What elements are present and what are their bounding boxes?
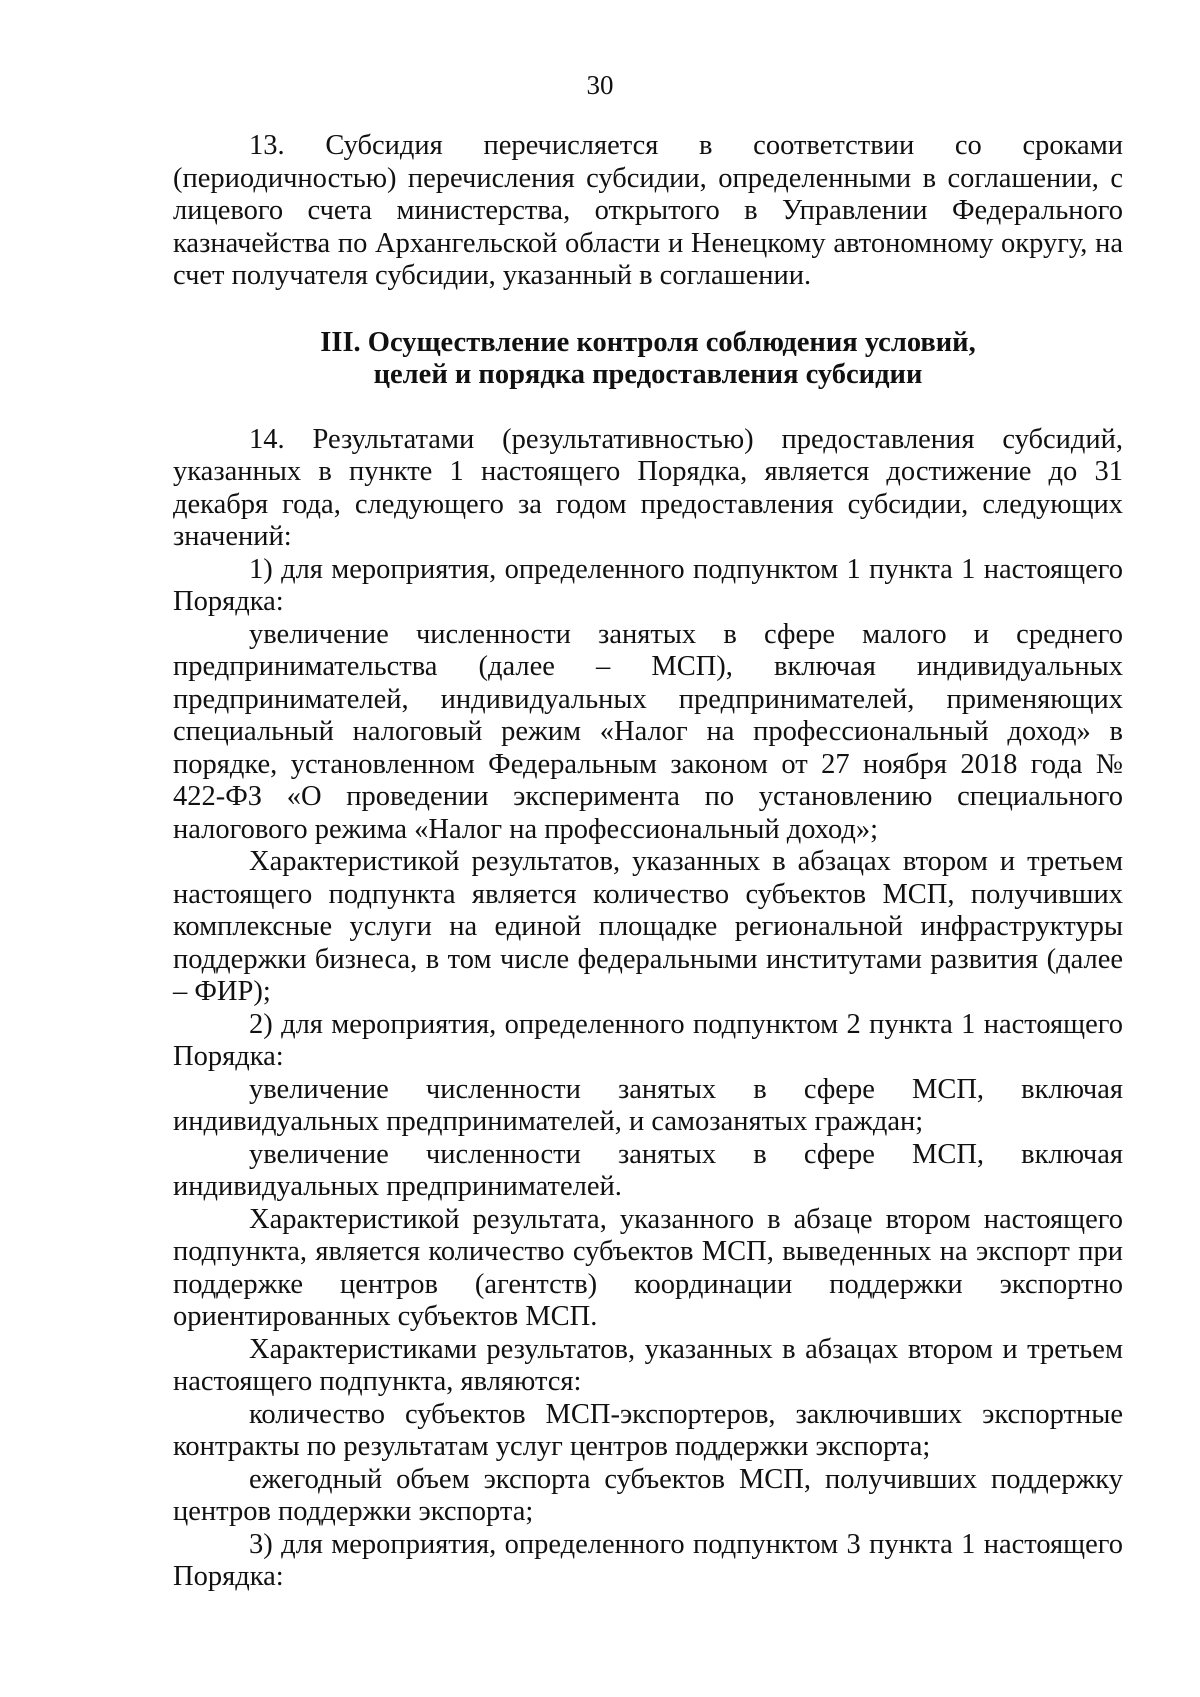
section-heading-line-1: III. Осуществление контроля соблюдения условий, — [320, 326, 976, 358]
subparagraph-2-indicator-2: увеличение численности занятых в сфере МСП, включая индивидуальных предпринимателей. — [173, 1138, 1123, 1202]
page-number: 30 — [586, 70, 614, 100]
subparagraph-2-characteristics: Характеристиками результатов, указанных в абзацах втором и третьем настоящего подпункта, являются: — [173, 1333, 1123, 1397]
section-heading-line-2: целей и порядка предоставления субсидии — [373, 359, 923, 390]
subparagraph-2-characteristic-1: Характеристикой результата, указанного в абзаце втором настоящего подпункта, является количество субъектов МСП, выведенных на экспорт при поддержке центров (агентств) координации поддержки экспортно ориентированных субъектов МСП. — [173, 1203, 1123, 1332]
subparagraph-2-characteristic-item-2: ежегодный объем экспорта субъектов МСП, получивших поддержку центров поддержки экспорта; — [173, 1463, 1123, 1527]
paragraph-13: 13. Субсидия перечисляется в соответствии со сроками (периодичностью) перечисления субсидии, определенными в соглашении, с лицевого счета министерства, открытого в Управлении Федерального казначейства по Архангельской области и Ненецкому автономному округу, на счет получателя субсидии, указанный в соглашении. — [173, 130, 1123, 291]
paragraph-14: 14. Результатами (результативностью) предоставления субсидий, указанных в пункте 1 настоящего Порядка, является достижение до 31 декабря года, следующего за годом предоставления субсидии, следующих значений: — [173, 423, 1123, 552]
subparagraph-1-indicator: увеличение численности занятых в сфере малого и среднего предпринимательства (далее – МСП), включая индивидуальных предпринимателей, индивидуальных предпринимателей, применяющих специальный налоговый режим «Налог на профессиональный доход» в порядке, установленном Федеральным законом от 27 ноября 2018 года № 422-ФЗ «О проведении эксперимента по установлению специального налогового режима «Налог на профессиональный доход»; — [173, 618, 1123, 845]
subparagraph-2: 2) для мероприятия, определенного подпунктом 2 пункта 1 настоящего Порядка: — [173, 1008, 1123, 1072]
section-heading — [173, 327, 1123, 392]
subparagraph-1: 1) для мероприятия, определенного подпунктом 1 пункта 1 настоящего Порядка: — [173, 553, 1123, 617]
subparagraph-2-indicator-1: увеличение численности занятых в сфере МСП, включая индивидуальных предпринимателей, и самозанятых граждан; — [173, 1073, 1123, 1137]
subparagraph-1-characteristic: Характеристикой результатов, указанных в абзацах втором и третьем настоящего подпункта является количество субъектов МСП, получивших комплексные услуги на единой площадке региональной инфраструктуры поддержки бизнеса, в том числе федеральными институтами развития (далее – ФИР); — [173, 846, 1123, 1007]
subparagraph-2-characteristic-item-1: количество субъектов МСП-экспортеров, заключивших экспортные контракты по результатам услуг центров поддержки экспорта; — [173, 1398, 1123, 1462]
subparagraph-3: 3) для мероприятия, определенного подпунктом 3 пункта 1 настоящего Порядка: — [173, 1528, 1123, 1592]
document-body — [173, 130, 1123, 1594]
